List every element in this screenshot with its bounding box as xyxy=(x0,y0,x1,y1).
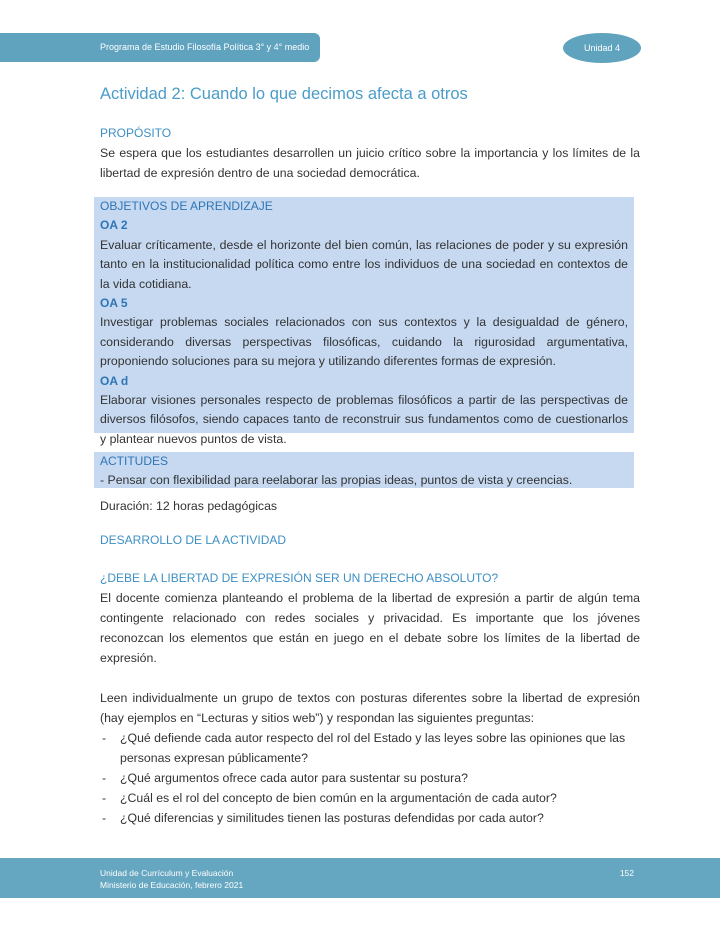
oa-code: OA 2 xyxy=(100,218,128,233)
objectives-box xyxy=(94,197,634,446)
page-title: Actividad 2: Cuando lo que decimos afecta a otros xyxy=(100,85,468,103)
list-item: - ¿Cuál es el rol del concepto de bien común en la argumentación de cada autor? xyxy=(100,788,640,808)
program-header: Programa de Estudio Filosofía Política 3° y 4° medio xyxy=(0,33,320,62)
purpose-section xyxy=(100,123,640,183)
oa-text: Elaborar visiones personales respecto de problemas filosóficos a partir de las perspectivas de diversos filósofos, siendo capaces tanto de reconstruir sus fundamentos como de cuestionarlos y plantear nuevos puntos de vista. xyxy=(100,393,628,446)
page-footer xyxy=(0,858,720,898)
oa-text: Investigar problemas sociales relacionados con sus contextos y la desigualdad de género, considerando diversas perspectivas filosóficas, cuidando la rigurosidad argumentativa, proponiendo soluciones para su mejora y utilizando diferentes formas de expresión. xyxy=(100,315,628,369)
list-item: - ¿Qué argumentos ofrece cada autor para sustentar su postura? xyxy=(100,768,640,788)
oa-code: OA 5 xyxy=(100,296,128,311)
list-item: - ¿Qué defiende cada autor respecto del rol del Estado y las leyes sobre las opiniones que las personas expresan públicamente? xyxy=(100,728,640,768)
page-number: 152 xyxy=(619,868,634,878)
development-section xyxy=(100,530,640,828)
question-list xyxy=(100,728,640,828)
paragraph: El docente comienza planteando el problema de la libertad de expresión a partir de algún tema contingente relacionado con redes sociales y privacidad. Es importante que los jóvenes reconozcan los elementos que están en juego en el debate sobre los límites de la libertad de expresión. xyxy=(100,591,640,665)
purpose-text: Se espera que los estudiantes desarrollen un juicio crítico sobre la importancia y los límites de la libertad de expresión dentro de una sociedad democrática. xyxy=(100,146,640,180)
footer-line: Unidad de Currículum y Evaluación xyxy=(100,868,234,878)
oa-code: OA d xyxy=(100,373,129,388)
attitudes-text: - Pensar con flexibilidad para reelaborar las propias ideas, puntos de vista y creencias. xyxy=(100,473,573,488)
footer-line: Ministerio de Educación, febrero 2021 xyxy=(100,880,244,890)
attitudes-box xyxy=(94,452,634,488)
purpose-heading: PROPÓSITO xyxy=(100,126,172,140)
duration: Duración: 12 horas pedagógicas xyxy=(100,499,278,513)
development-subheading: ¿DEBE LA LIBERTAD DE EXPRESIÓN SER UN DERECHO ABSOLUTO? xyxy=(100,571,499,585)
paragraph: Leen individualmente un grupo de textos con posturas diferentes sobre la libertad de expresión (hay ejemplos en “Lecturas y sitios web”) y respondan las siguientes preguntas: xyxy=(100,691,640,725)
list-item: - ¿Qué diferencias y similitudes tienen las posturas defendidas por cada autor? xyxy=(100,808,640,828)
development-heading: DESARROLLO DE LA ACTIVIDAD xyxy=(100,533,287,547)
unit-badge: Unidad 4 xyxy=(563,33,641,63)
attitudes-heading: ACTITUDES xyxy=(100,454,169,468)
objectives-heading: OBJETIVOS DE APRENDIZAJE xyxy=(100,199,273,213)
oa-text: Evaluar críticamente, desde el horizonte del bien común, las relaciones de poder y su expresión tanto en la institucionalidad política como entre los individuos de una sociedad en contextos de la vida cotidiana. xyxy=(100,237,628,291)
